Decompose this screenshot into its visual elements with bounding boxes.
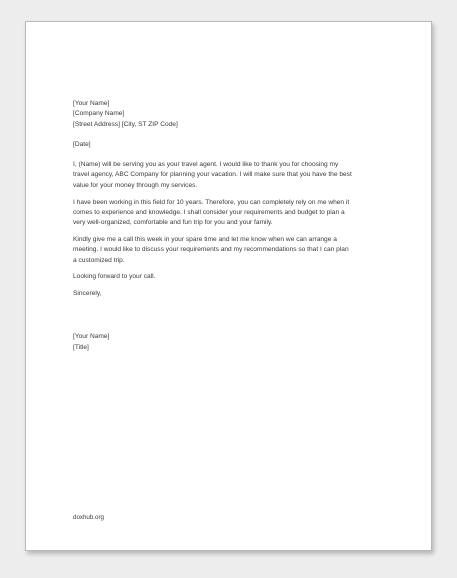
paragraph-line: I have been working in this field for 10 years. Therefore, you can completely rely on me when it — [73, 198, 350, 206]
paragraph-closing-line — [73, 272, 393, 282]
paragraph-line: travel agency, ABC Company for planning your vacation. I will make sure that you have the best — [73, 171, 352, 179]
signature-name: [Your Name] — [73, 333, 110, 341]
signature-block — [73, 332, 393, 353]
sender-name: [Your Name] — [73, 100, 110, 107]
sender-block — [73, 99, 393, 130]
paragraph-line: Looking forward to your call. — [73, 273, 156, 281]
paragraph-line: comes to experience and knowledge. I shall consider your requirements and budget to plan a — [73, 208, 345, 216]
sender-address: [Street Address] [City, ST ZIP Code] — [73, 120, 178, 128]
paragraph-request — [73, 235, 393, 266]
paragraph-line: I, (Name) will be serving you as your travel agent. I would like to thank you for choosing my — [73, 161, 339, 169]
closing-block — [73, 289, 393, 299]
date-block — [73, 140, 393, 150]
paragraph-experience — [73, 198, 393, 229]
paragraph-line: value for your money through my services. — [73, 181, 198, 189]
paragraph-intro — [73, 160, 393, 191]
paragraph-line: meeting. I would like to discuss your requirements and my recommendations so that I can plan — [73, 246, 349, 254]
signature-title: [Title] — [73, 343, 89, 351]
letter-body — [73, 99, 393, 353]
sender-company: [Company Name] — [73, 110, 125, 118]
paragraph-line: Kindly give me a call this week in your spare time and let me know when we can arrange a — [73, 235, 337, 243]
closing-salutation: Sincerely, — [73, 290, 102, 298]
footer-source: doxhub.org — [73, 514, 104, 521]
paragraph-line: a customized trip. — [73, 256, 125, 264]
letter-date: [Date] — [73, 140, 91, 148]
letter-page — [25, 21, 432, 551]
paragraph-line: very well-organized, comfortable and fun trip for you and your family. — [73, 219, 273, 227]
